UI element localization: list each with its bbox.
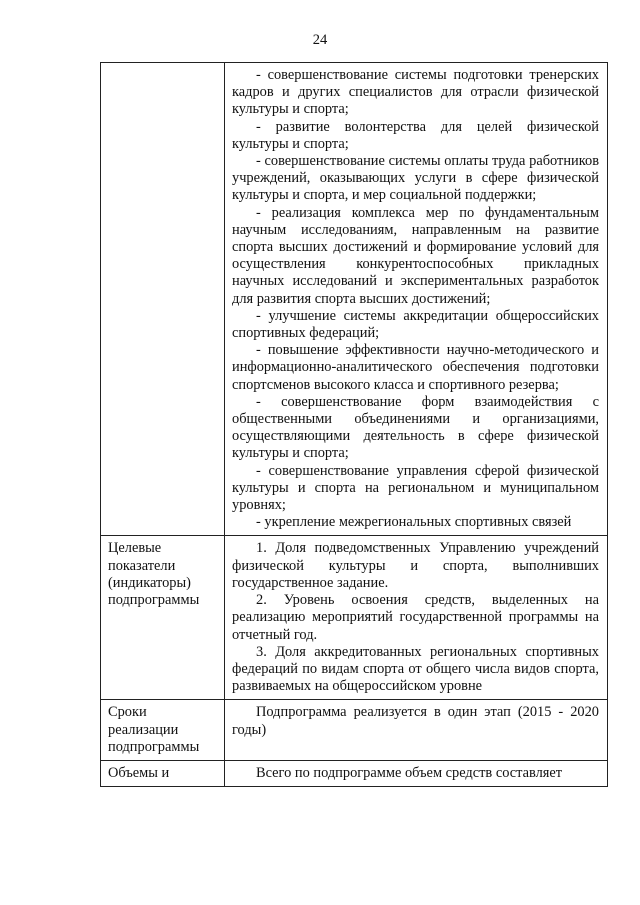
indicator-item: 3. Доля аккредитованных региональных спортивных федераций по видам спорта от общего числа видов спорта, развиваемых на общероссийском уровне [232, 643, 599, 695]
task-item: - улучшение системы аккредитации общероссийских спортивных федераций; [232, 307, 599, 342]
content-cell-tasks [225, 63, 608, 536]
table-row-period [101, 700, 608, 761]
content-cell-funding [225, 760, 608, 786]
period-text: Подпрограмма реализуется в один этап (2015 - 2020 годы) [232, 704, 599, 738]
content-cell-indicators [225, 536, 608, 700]
content-cell-period [225, 700, 608, 761]
label-line: Сроки реализации [108, 704, 179, 738]
label-line: Объемы и [108, 764, 170, 781]
page-number: 24 [312, 32, 328, 48]
table-row-indicators [101, 536, 608, 700]
label-line: показатели [108, 557, 176, 574]
table-row-funding [101, 760, 608, 786]
label-line: Целевые [108, 540, 162, 557]
label-cell-indicators [101, 536, 225, 700]
label-cell-funding [101, 760, 225, 786]
task-item: - совершенствование системы оплаты труда работников учреждений, оказывающих услуги в сфере физической культуры и спорта, и мер социальной поддержки; [232, 153, 599, 204]
label-cell-empty [101, 63, 225, 536]
task-item: - совершенствование форм взаимодействия с общественными объединениями и организациями, осуществляющими деятельность в сфере физической культуры и спорта; [232, 393, 599, 462]
passport-table [100, 62, 608, 787]
label-line: (индикаторы) [108, 574, 191, 591]
task-item: - реализация комплекса мер по фундаментальным научным исследованиям, направленным на развитие спорта высших достижений и формирование условий для осуществления конкурентоспособных прикладных научных исследований и экспериментальных разработок для развития спорта высших достижений; [232, 204, 599, 307]
indicator-item: 2. Уровень освоения средств, выделенных на реализацию мероприятий государственной программы на отчетный год. [232, 592, 599, 643]
task-item: - повышение эффективности научно-методического и информационно-аналитического обеспечения подготовки спортсменов высокого класса и спортивного резерва; [232, 342, 599, 393]
task-item: - укрепление межрегиональных спортивных связей [256, 514, 572, 531]
label-cell-period [101, 700, 225, 761]
funding-text: Всего по подпрограмме объем средств составляет [256, 764, 563, 781]
label-line: подпрограммы [108, 738, 200, 755]
indicator-item: 1. Доля подведомственных Управлению учреждений физической культуры и спорта, выполнивших государственное задание. [232, 540, 599, 591]
label-line: подпрограммы [108, 592, 200, 609]
table-row-tasks [101, 63, 608, 536]
task-item: - развитие волонтерства для целей физической культуры и спорта; [232, 118, 599, 152]
task-item: - совершенствование управления сферой физической культуры и спорта на региональном и муниципальном уровнях; [232, 462, 599, 514]
task-item: - совершенствование системы подготовки тренерских кадров и других специалистов для отрасли физической культуры и спорта; [232, 67, 599, 118]
